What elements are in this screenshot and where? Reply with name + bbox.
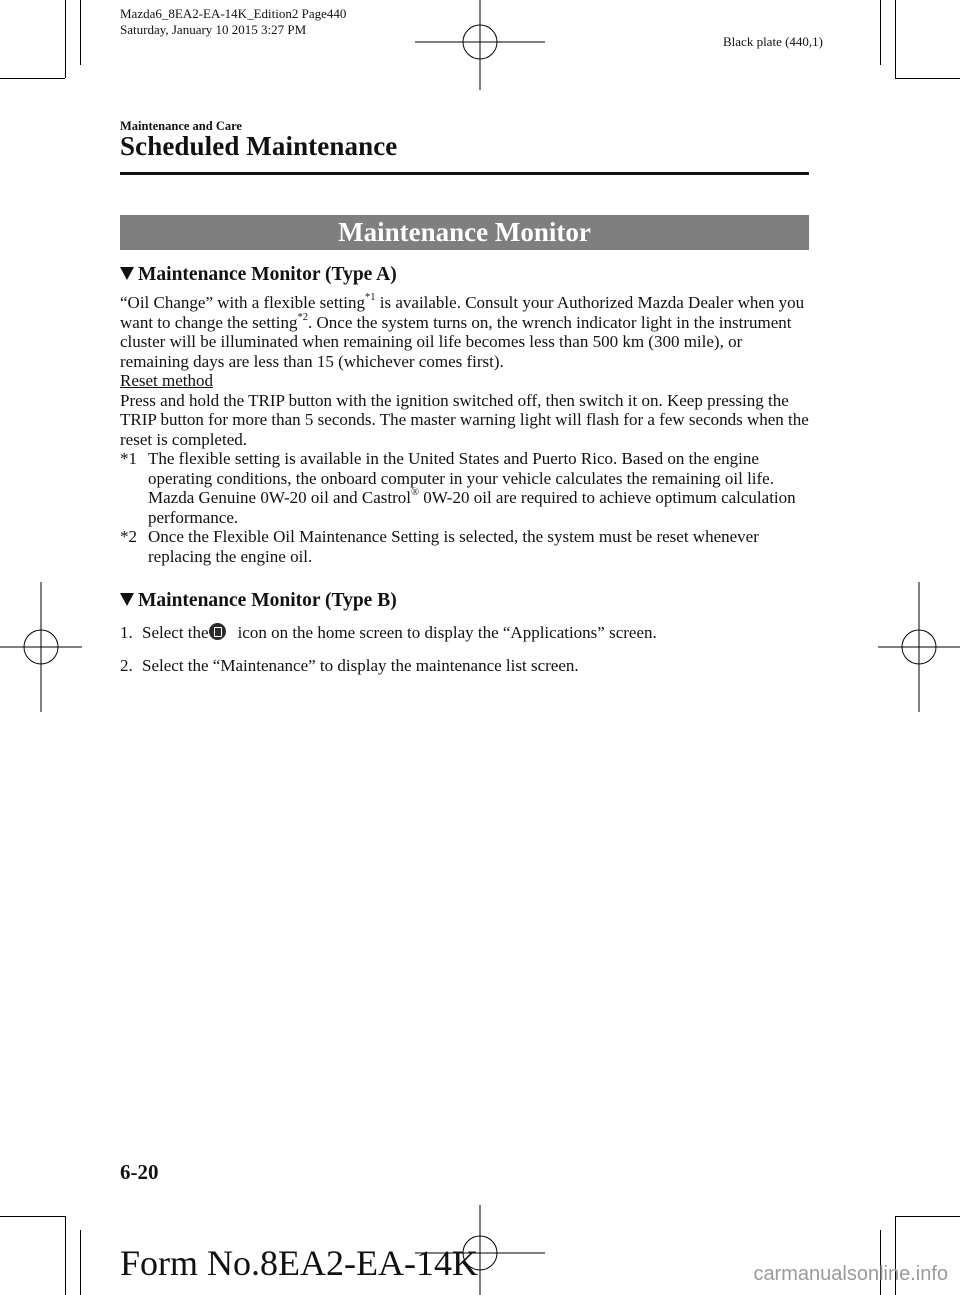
type-b-heading-text: Maintenance Monitor (Type B)	[138, 590, 397, 611]
print-meta-file: Mazda6_8EA2-EA-14K_Edition2 Page440	[120, 6, 347, 21]
registration-mark-left	[0, 582, 82, 712]
crop-mark	[65, 0, 66, 78]
type-b-heading	[120, 590, 812, 612]
topic-banner: Maintenance Monitor	[120, 215, 809, 250]
plate-label: Black plate (440,1)	[723, 34, 823, 49]
registration-mark-top	[415, 0, 545, 90]
crop-mark	[895, 78, 960, 79]
crop-mark	[80, 1230, 81, 1295]
step-1: 1. Select the icon on the home screen to display the “Applications” screen.	[120, 623, 657, 642]
registered-mark: ®	[410, 487, 419, 499]
form-number: Form No.8EA2-EA-14K	[120, 1243, 478, 1283]
crop-mark	[80, 0, 81, 65]
content	[120, 264, 812, 675]
step-number: 2.	[120, 655, 133, 675]
registration-mark-right	[878, 582, 960, 712]
crop-mark	[880, 0, 881, 65]
type-a-heading	[120, 264, 812, 286]
title-rule	[120, 172, 809, 175]
section-label: Maintenance and Care	[120, 119, 242, 133]
step-number: 1.	[120, 623, 133, 642]
page-title: Scheduled Maintenance	[120, 131, 398, 161]
step-2: 2. Select the “Maintenance” to display the maintenance list screen.	[120, 655, 579, 675]
triangle-bullet-icon	[120, 267, 134, 280]
reset-method-text: Press and hold the TRIP button with the ignition switched off, then switch it on. Keep pressing the TRIP button for more than 5 seconds. The master warning light will flash for a few seconds when the reset is completed.	[120, 390, 809, 449]
print-meta-date: Saturday, January 10 2015 3:27 PM	[120, 22, 307, 37]
watermark: carmanualsonline.info	[753, 1263, 948, 1285]
type-a-heading-text: Maintenance Monitor (Type A)	[138, 264, 397, 285]
applications-icon	[209, 623, 226, 640]
footnote-ref-1: *1	[365, 292, 376, 304]
crop-mark	[895, 1216, 960, 1217]
footnote-2: *2 Once the Flexible Oil Maintenance Setting is selected, the system must be reset whenever replacing the engine oil.	[120, 527, 759, 566]
footnote-mark: *1	[120, 449, 137, 468]
footnote-ref-2: *2	[297, 311, 309, 323]
footnote-1: *1 The flexible setting is available in the United States and Puerto Rico. Based on the engine operating conditions, the onboard computer in your vehicle calculates the remaining oil life. Mazda Genuine 0W-20 oil and Castrol® 0W-20 oil are required to achieve optimum calculation performance.	[120, 449, 796, 527]
page-number: 6-20	[120, 1160, 159, 1184]
crop-mark	[0, 78, 65, 79]
crop-mark	[0, 1216, 65, 1217]
type-a-intro: “Oil Change” with a flexible setting$^{*1}$ is available. Consult your Authorized Mazda Dealer when you want to change the setting$^{*2}$. Once the system turns on, the wrench indicator light in the instrument cluster will be illuminated when remaining oil life becomes less than 500 km (300 mile), or remaining days are less than 15 (whichever comes first).	[120, 292, 805, 371]
crop-mark	[65, 1216, 66, 1295]
triangle-bullet-icon	[120, 593, 134, 606]
reset-method-label: Reset method	[120, 371, 214, 390]
footnote-mark: *2	[120, 527, 137, 546]
print-meta	[120, 6, 346, 38]
crop-mark	[895, 0, 896, 78]
